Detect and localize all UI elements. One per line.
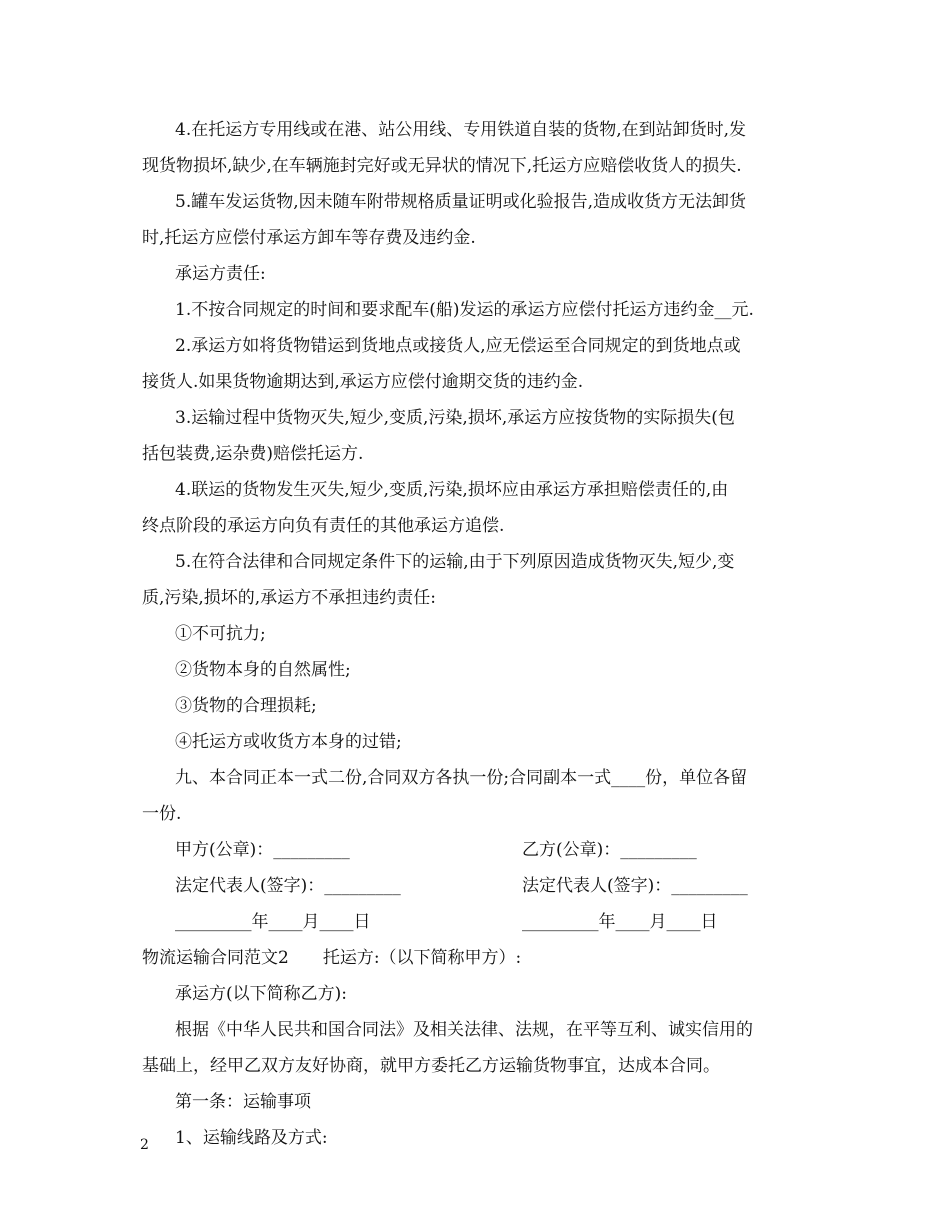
paragraph-line: 终点阶段的承运方向负有责任的其他承运方追偿. — [142, 516, 505, 536]
party-b-rep-field: 法定代表人(签字)：_________ — [522, 876, 748, 896]
party-a-rep-field: 法定代表人(签字)：_________ — [175, 876, 401, 896]
paragraph-line: 承运方(以下简称乙方): — [175, 984, 347, 1004]
paragraph-line: 现货物损坏,缺少,在车辆施封完好或无异状的情况下,托运方应赔偿收货人的损失. — [142, 156, 742, 176]
section-heading: 承运方责任: — [175, 264, 266, 284]
list-item: ①不可抗力; — [175, 624, 266, 644]
section-title: 物流运输合同范文2 托运方:（以下简称甲方）: — [142, 948, 522, 968]
paragraph-line: 5.罐车发运货物,因未随车附带规格质量证明或化验报告,造成收货方无法卸货 — [175, 192, 747, 212]
paragraph-line: 1.不按合同规定的时间和要求配车(船)发运的承运方应偿付托运方违约金__元. — [175, 300, 754, 320]
paragraph-line: 质,污染,损坏的,承运方不承担违约责任: — [142, 588, 436, 608]
page-number: 2 — [140, 1137, 149, 1153]
paragraph-line: 括包装费,运杂费)赔偿托运方. — [142, 444, 364, 464]
paragraph-line: 九、本合同正本一式二份,合同双方各执一份;合同副本一式____份，单位各留 — [175, 768, 748, 788]
party-b-date-field: _________年____月____日 — [522, 912, 718, 932]
paragraph-line: 一份. — [142, 804, 182, 824]
list-item: ②货物本身的自然属性; — [175, 660, 351, 680]
paragraph-line: 基础上，经甲乙双方友好协商，就甲方委托乙方运输货物事宜，达成本合同。 — [142, 1056, 720, 1076]
paragraph-line: 4.联运的货物发生灭失,短少,变质,污染,损坏应由承运方承担赔偿责任的,由 — [175, 480, 729, 500]
paragraph-line: 根据《中华人民共和国合同法》及相关法律、法规，在平等互利、诚实信用的 — [175, 1020, 753, 1040]
party-a-date-field: _________年____月____日 — [175, 912, 371, 932]
paragraph-line: 时,托运方应偿付承运方卸车等存费及违约金. — [142, 228, 476, 248]
list-item: ③货物的合理损耗; — [175, 696, 317, 716]
paragraph-line: 3.运输过程中货物灭失,短少,变质,污染,损坏,承运方应按货物的实际损失(包 — [175, 408, 735, 428]
paragraph-line: 2.承运方如将货物错运到货地点或接货人,应无偿运至合同规定的到货地点或 — [175, 336, 741, 356]
list-item: ④托运方或收货方本身的过错; — [175, 732, 402, 752]
paragraph-line: 5.在符合法律和合同规定条件下的运输,由于下列原因造成货物灭失,短少,变 — [175, 552, 735, 572]
article-heading: 第一条：运输事项 — [175, 1092, 311, 1112]
paragraph-line: 接货人.如果货物逾期达到,承运方应偿付逾期交货的违约金. — [142, 372, 584, 392]
party-b-seal-field: 乙方(公章)：_________ — [522, 840, 697, 860]
list-item: 1、运输线路及方式: — [175, 1128, 328, 1148]
party-a-seal-field: 甲方(公章)：_________ — [175, 840, 350, 860]
paragraph-line: 4.在托运方专用线或在港、站公用线、专用铁道自装的货物,在到站卸货时,发 — [175, 120, 747, 140]
